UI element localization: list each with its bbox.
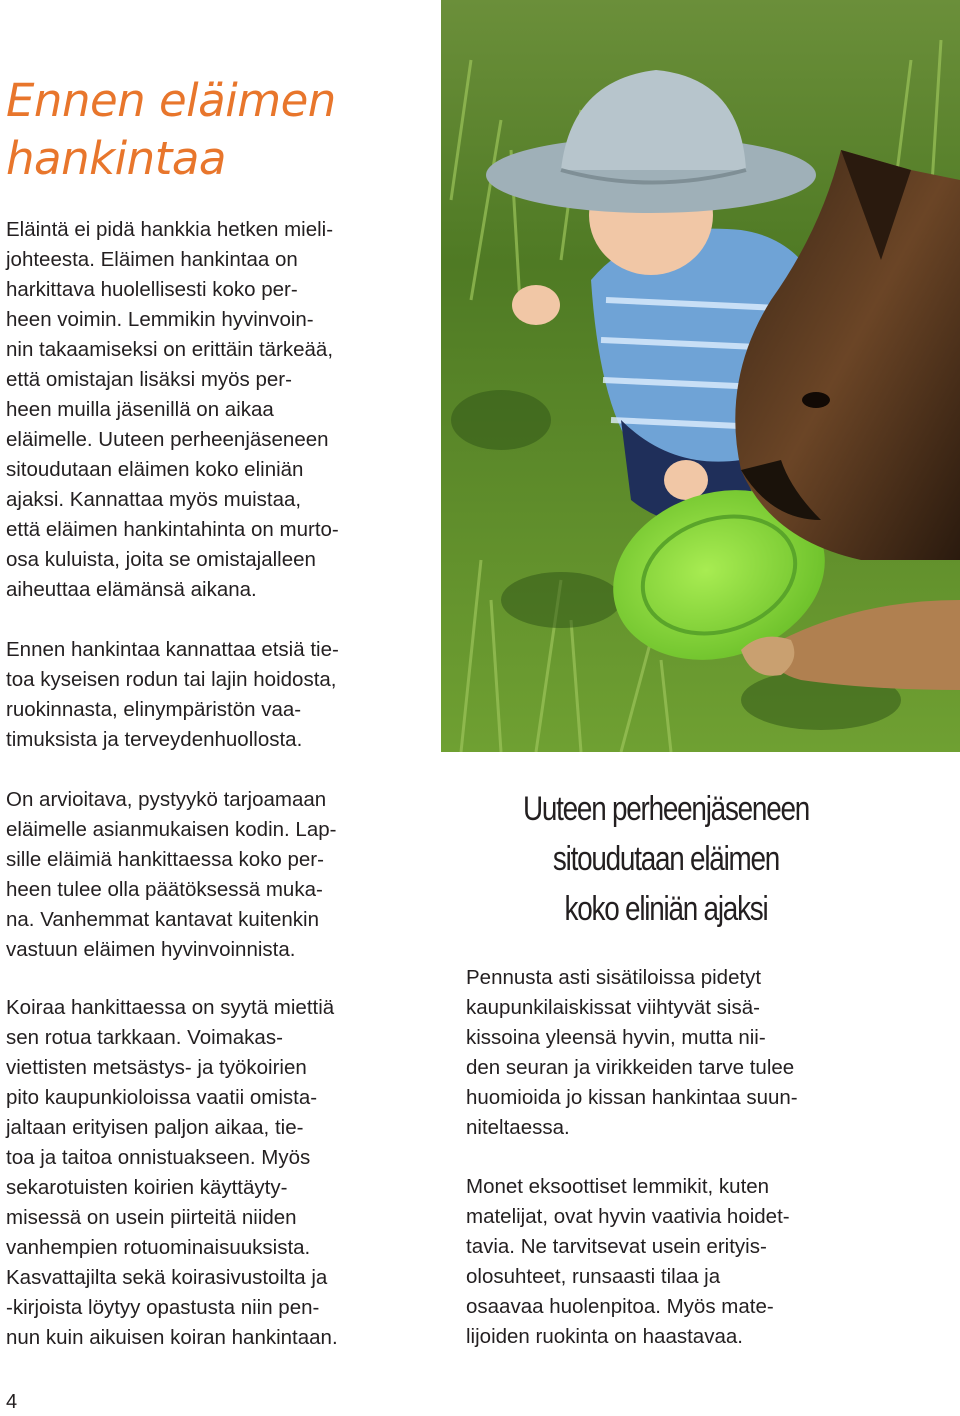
text-line: jaltaan erityisen paljon aikaa, tie- bbox=[6, 1116, 304, 1139]
text-line: harkittava huolellisesti koko per- bbox=[6, 278, 298, 301]
text-line: osaavaa huolenpitoa. Myös mate- bbox=[466, 1295, 774, 1318]
text-line: ajaksi. Kannattaa myös muistaa, bbox=[6, 488, 302, 511]
text-line: heen muilla jäsenillä on aikaa bbox=[6, 398, 274, 421]
text-line: Monet eksoottiset lemmikit, kuten bbox=[466, 1175, 770, 1198]
page-title-line: hankintaa bbox=[6, 132, 226, 185]
text-line: viettisten metsästys- ja työkoirien bbox=[6, 1056, 307, 1079]
text-line: Koiraa hankittaessa on syytä miettiä bbox=[6, 996, 335, 1019]
text-line: Ennen hankintaa kannattaa etsiä tie- bbox=[6, 638, 339, 661]
text-line: na. Vanhemmat kantavat kuitenkin bbox=[6, 908, 319, 931]
text-line: osa kuluista, joita se omistajalleen bbox=[6, 548, 316, 571]
paragraph bbox=[6, 993, 426, 1353]
text-line: vastuun eläimen hyvinvoinnista. bbox=[6, 938, 296, 961]
text-line: On arvioitava, pystyykö tarjoamaan bbox=[6, 788, 327, 811]
text-line: kaupunkilaiskissat viihtyvät sisä- bbox=[466, 996, 760, 1019]
text-line: lijoiden ruokinta on haastavaa. bbox=[466, 1325, 743, 1348]
text-line: niteltaessa. bbox=[466, 1116, 570, 1139]
pull-quote bbox=[502, 784, 830, 934]
text-line: että omistajan lisäksi myös per- bbox=[6, 368, 292, 391]
text-line: olosuhteet, runsaasti tilaa ja bbox=[466, 1265, 721, 1288]
text-line: eläimelle asianmukaisen kodin. Lap- bbox=[6, 818, 337, 841]
text-line: pito kaupunkioloissa vaatii omista- bbox=[6, 1086, 318, 1109]
text-line: tavia. Ne tarvitsevat usein erityis- bbox=[466, 1235, 767, 1258]
text-line: nun kuin aikuisen koiran hankintaan. bbox=[6, 1326, 338, 1349]
text-line: johteesta. Eläimen hankintaa on bbox=[6, 248, 298, 271]
text-line: misessä on usein piirteitä niiden bbox=[6, 1206, 297, 1229]
text-line: toa kyseisen rodun tai lajin hoidosta, bbox=[6, 668, 337, 691]
text-line: Kasvattajilta sekä koirasivustoilta ja bbox=[6, 1266, 328, 1289]
text-line: ruokinnasta, elinympäristön vaa- bbox=[6, 698, 302, 721]
text-line: että eläimen hankintahinta on murto- bbox=[6, 518, 339, 541]
pull-quote-line: sitoudutaan eläimen bbox=[552, 840, 780, 878]
photo-child-with-dog bbox=[441, 0, 960, 752]
text-line: kissoina yleensä hyvin, mutta nii- bbox=[466, 1026, 766, 1049]
text-line: vanhempien rotuominaisuuksista. bbox=[6, 1236, 311, 1259]
page-title bbox=[6, 72, 426, 188]
text-line: den seuran ja virikkeiden tarve tulee bbox=[466, 1056, 795, 1079]
pull-quote-line: Uuteen perheenjäseneen bbox=[522, 790, 810, 828]
text-line: -kirjoista löytyy opastusta niin pen- bbox=[6, 1296, 320, 1319]
text-line: timuksista ja terveydenhuollosta. bbox=[6, 728, 303, 751]
paragraph bbox=[466, 1172, 906, 1352]
text-line: sitoudutaan eläimen koko eliniän bbox=[6, 458, 304, 481]
page-number: 4 bbox=[6, 1391, 18, 1413]
text-line: Pennusta asti sisätiloissa pidetyt bbox=[466, 966, 762, 989]
paragraph bbox=[6, 215, 426, 605]
paragraph bbox=[6, 785, 426, 965]
photo-child-with-dog-icon bbox=[441, 0, 960, 752]
text-line: huomioida jo kissan hankintaa suun- bbox=[466, 1086, 798, 1109]
text-line: nin takaamiseksi on erittäin tärkeää, bbox=[6, 338, 334, 361]
text-line: Eläintä ei pidä hankkia hetken mieli- bbox=[6, 218, 334, 241]
page-title-line: Ennen eläimen bbox=[6, 74, 336, 127]
paragraph bbox=[466, 963, 906, 1143]
text-line: eläimelle. Uuteen perheenjäseneen bbox=[6, 428, 329, 451]
text-line: toa ja taitoa onnistuakseen. Myös bbox=[6, 1146, 311, 1169]
text-line: sen rotua tarkkaan. Voimakas- bbox=[6, 1026, 283, 1049]
text-line: sekarotuisten koirien käyttäyty- bbox=[6, 1176, 288, 1199]
text-line: aiheuttaa elämänsä aikana. bbox=[6, 578, 257, 601]
text-line: heen voimin. Lemmikin hyvinvoin- bbox=[6, 308, 314, 331]
text-line: matelijat, ovat hyvin vaativia hoidet- bbox=[466, 1205, 790, 1228]
pull-quote-line: koko eliniän ajaksi bbox=[564, 890, 768, 928]
text-line: sille eläimiä hankittaessa koko per- bbox=[6, 848, 324, 871]
paragraph bbox=[6, 635, 426, 755]
text-line: heen tulee olla päätöksessä muka- bbox=[6, 878, 323, 901]
